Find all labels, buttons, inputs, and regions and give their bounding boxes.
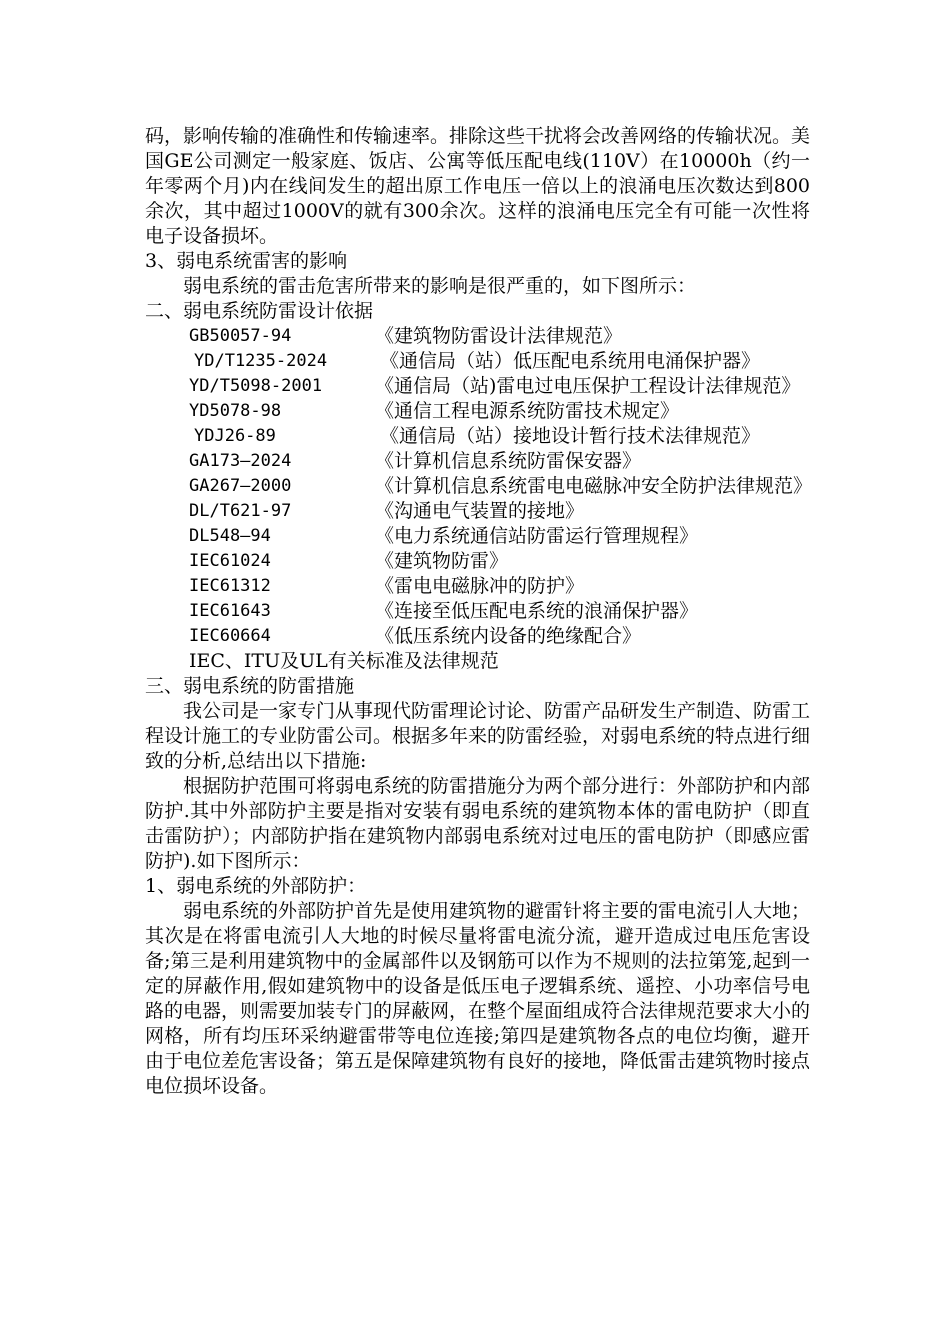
standard-title: 《通信局（站）低压配电系统用电涌保护器》 (380, 350, 761, 372)
standard-item (145, 399, 810, 424)
standard-code: GA173—2024 (189, 451, 292, 471)
standard-code: DL/T621-97 (189, 501, 292, 521)
standard-code: IEC60664 (189, 626, 271, 646)
standard-code: IEC61312 (189, 576, 271, 596)
standards-tail: IEC、ITU及UL有关标准及法律规范 (189, 650, 499, 672)
heading-external-protection: 1、弱电系统的外部防护： (145, 875, 367, 897)
standard-title: 《连接至低压配电系统的浪涌保护器》 (375, 600, 699, 622)
standard-item (145, 549, 810, 574)
standard-code: YDJ26-89 (194, 426, 276, 446)
standard-code: IEC61643 (189, 601, 271, 621)
standard-title: 《低压系统内设备的绝缘配合》 (375, 625, 642, 647)
standard-title: 《电力系统通信站防雷运行管理规程》 (375, 525, 699, 547)
standard-item (145, 424, 810, 449)
heading-design-basis: 二、弱电系统防雷设计依据 (145, 300, 374, 322)
standard-code: YD/T1235-2024 (194, 351, 328, 371)
standard-code: IEC61024 (189, 551, 271, 571)
paragraph-protection-scope: 根据防护范围可将弱电系统的防雷措施分为两个部分进行：外部防护和内部防护.其中外部防护主要是指对安装有弱电系统的建筑物本体的雷电防护（即直击雷防护）；内部防护指在建筑物内部弱电系统对过电压的雷电防护（即感应雷防护).如下图所示： (145, 775, 811, 872)
standard-item (145, 599, 810, 624)
standard-code: YD5078-98 (189, 401, 282, 421)
standard-item (145, 474, 813, 499)
paragraph-company-intro: 我公司是一家专门从事现代防雷理论讨论、防雷产品研发生产制造、防雷工程设计施工的专业防雷公司。根据多年来的防雷经验，对弱电系统的特点进行细致的分析,总结出以下措施: (145, 700, 811, 772)
paragraph-surge-intro: 码，影响传输的准确性和传输速率。排除这些干扰将会改善网络的传输状况。美国GE公司测定一般家庭、饭店、公寓等低压配电线(110V）在10000h（约一年零两个月)内在线间发生的超出原工作电压一倍以上的浪涌电压次数达到800余次，其中超过1000V的就有300余次。这样的浪涌电压完全有可能一次性将电子设备损坏。 (145, 125, 811, 247)
standard-title: 《通信工程电源系统防雷技术规定》 (375, 400, 680, 422)
standard-title: 《通信局（站)雷电过电压保护工程设计法律规范》 (375, 375, 801, 397)
standard-code: YD/T5098-2001 (189, 376, 323, 396)
paragraph-impact-description: 弱电系统的雷击危害所带来的影响是很严重的，如下图所示： (183, 275, 697, 297)
standard-item (145, 374, 810, 399)
standard-item (145, 324, 810, 349)
paragraph-external-protection: 弱电系统的外部防护首先是使用建筑物的避雷针将主要的雷电流引人大地；其次是在将雷电流引人大地的时候尽量将雷电流分流，避开造成过电压危害设备;第三是利用建筑物中的金属部件以及钢筋可以作为不规则的法拉第笼,起到一定的屏蔽作用,假如建筑物中的设备是低压电子逻辑系统、遥控、小功率信号电路的电器，则需要加装专门的屏蔽网，在整个屋面组成符合法律规范要求大小的网格，所有均压环采纳避雷带等电位连接;第四是建筑物各点的电位均衡，避开由于电位差危害设备；第五是保障建筑物有良好的接地，降低雷击建筑物时接点电位损坏设备。 (145, 900, 811, 1097)
standard-code: GA267—2000 (189, 476, 292, 496)
heading-lightning-impact: 3、弱电系统雷害的影响 (145, 250, 348, 272)
standards-list (145, 324, 813, 674)
standard-title: 《沟通电气装置的接地》 (375, 500, 585, 522)
standard-code: GB50057-94 (189, 326, 292, 346)
standard-title: 《雷电电磁脉冲的防护》 (375, 575, 585, 597)
standard-item (145, 449, 810, 474)
standard-code: DL548—94 (189, 526, 271, 546)
heading-protection-measures: 三、弱电系统的防雷措施 (145, 675, 355, 697)
standard-item (145, 349, 810, 374)
standard-title: 《通信局（站）接地设计暂行技术法律规范》 (380, 425, 761, 447)
standard-title: 《建筑物防雷设计法律规范》 (375, 325, 623, 347)
standard-item (145, 499, 810, 524)
document-page (145, 124, 813, 1099)
standard-item (145, 624, 810, 649)
standard-title: 《计算机信息系统雷电电磁脉冲安全防护法律规范》 (375, 475, 813, 497)
standard-title: 《建筑物防雷》 (375, 550, 509, 572)
standard-item (145, 574, 810, 599)
standard-item (145, 524, 810, 549)
standard-title: 《计算机信息系统防雷保安器》 (375, 450, 642, 472)
